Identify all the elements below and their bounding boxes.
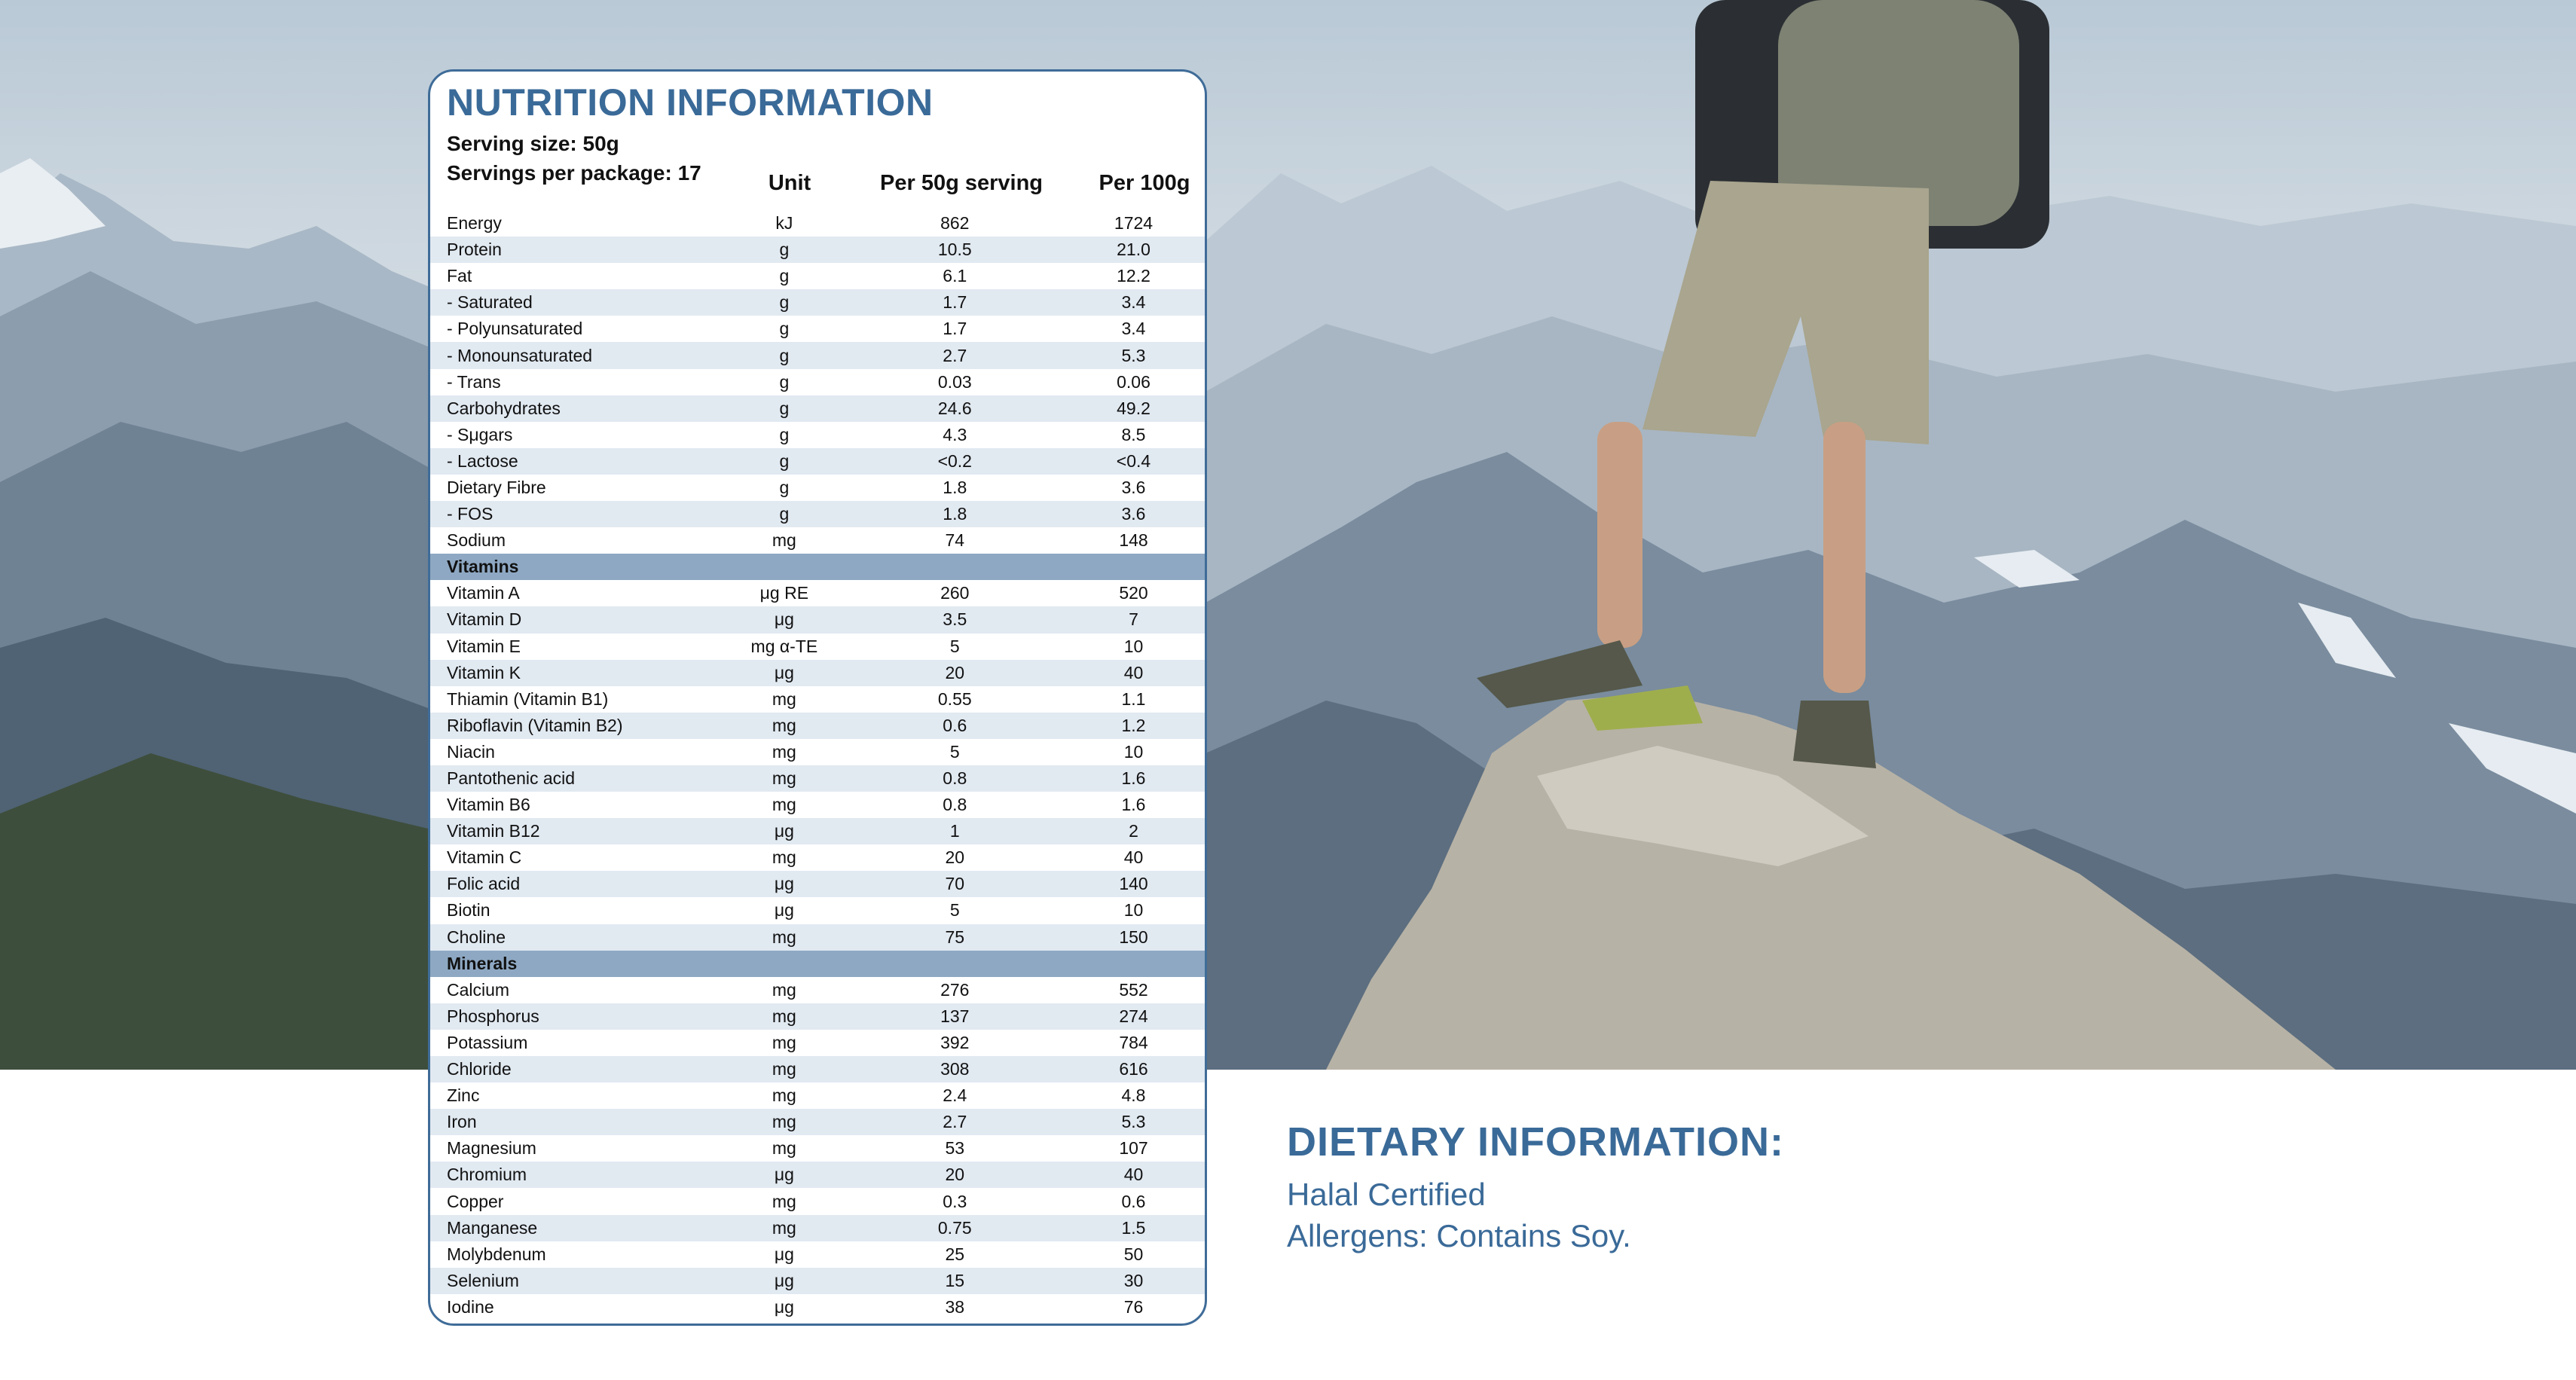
value-per-100g: 616 <box>1119 1059 1148 1079</box>
nutrient-name: Calcium <box>447 979 510 1000</box>
nutrient-name: Thiamin (Vitamin B1) <box>447 688 609 709</box>
value-per-serving: 0.03 <box>937 371 972 392</box>
nutrient-unit: μg <box>774 662 794 682</box>
value-per-100g: 784 <box>1119 1032 1148 1052</box>
value-per-100g: 5.3 <box>1121 1112 1146 1132</box>
value-per-serving: 75 <box>945 927 965 947</box>
value-per-serving: 6.1 <box>943 266 967 286</box>
nutrient-name: Phosphorus <box>447 1006 539 1026</box>
value-per-serving: 2.7 <box>943 345 967 365</box>
value-per-serving: 4.3 <box>943 424 967 444</box>
value-per-100g: 40 <box>1123 662 1144 682</box>
nutrient-unit: mg α-TE <box>750 636 818 656</box>
value-per-serving: 276 <box>940 979 970 1000</box>
nutrient-name: Folic acid <box>447 874 521 894</box>
nutrient-name: Molybdenum <box>447 1244 546 1264</box>
table-row <box>430 448 1205 475</box>
table-row <box>430 1241 1205 1268</box>
nutrient-name: Protein <box>447 240 502 260</box>
nutrition-table <box>430 210 1205 1320</box>
value-per-serving: 1.7 <box>943 292 967 313</box>
nutrient-unit: g <box>779 240 790 260</box>
value-per-100g: 10 <box>1123 636 1144 656</box>
nutrient-unit: mg <box>772 1085 796 1106</box>
nutrient-unit: μg <box>774 821 794 841</box>
nutrient-unit: mg <box>772 768 796 789</box>
value-per-serving: 308 <box>940 1059 970 1079</box>
section-header <box>430 554 1205 580</box>
value-per-serving: 5 <box>949 900 960 921</box>
table-row <box>430 1268 1205 1294</box>
value-per-serving: 1.8 <box>943 477 967 497</box>
value-per-serving: 25 <box>945 1244 965 1264</box>
nutrient-name: Vitamin K <box>447 662 521 682</box>
value-per-serving: 0.55 <box>937 688 972 709</box>
nutrient-name: Selenium <box>447 1270 519 1290</box>
nutrient-unit: mg <box>772 741 796 762</box>
table-row <box>430 395 1205 422</box>
nutrition-title: NUTRITION INFORMATION <box>447 81 934 124</box>
table-row <box>430 765 1205 792</box>
value-per-100g: 150 <box>1119 927 1148 947</box>
value-per-serving: 0.75 <box>937 1217 972 1238</box>
nutrient-name: Carbohydrates <box>447 398 561 418</box>
value-per-serving: 260 <box>940 583 970 603</box>
nutrient-name: Vitamin B12 <box>447 821 540 841</box>
table-row <box>430 924 1205 951</box>
nutrient-name: Zinc <box>447 1085 480 1106</box>
value-per-100g: 2 <box>1129 821 1138 841</box>
table-row <box>430 634 1205 660</box>
value-per-serving: <0.2 <box>937 450 972 471</box>
nutrient-name: Iodine <box>447 1296 494 1317</box>
value-per-100g: 49.2 <box>1117 398 1150 418</box>
value-per-serving: 20 <box>945 1165 965 1185</box>
nutrient-name: Biotin <box>447 900 490 921</box>
value-per-serving: 862 <box>940 213 970 234</box>
table-row <box>430 1135 1205 1162</box>
nutrient-name: - Trans <box>447 371 501 392</box>
nutrient-unit: g <box>779 345 790 365</box>
nutrient-name: - Saturated <box>447 292 533 313</box>
value-per-100g: 107 <box>1119 1138 1148 1159</box>
table-row <box>430 1109 1205 1135</box>
nutrient-name: Fat <box>447 266 472 286</box>
nutrient-name: Vitamin E <box>447 636 521 656</box>
nutrient-unit: μg <box>774 874 794 894</box>
table-row <box>430 739 1205 765</box>
value-per-serving: 5 <box>949 741 960 762</box>
nutrient-name: Pantothenic acid <box>447 768 576 789</box>
nutrient-unit: mg <box>772 688 796 709</box>
nutrient-unit: g <box>779 371 790 392</box>
value-per-serving: 70 <box>945 874 965 894</box>
nutrient-unit: μg <box>774 900 794 921</box>
value-per-100g: 3.4 <box>1121 292 1146 313</box>
value-per-100g: 140 <box>1119 874 1148 894</box>
table-row <box>430 316 1205 342</box>
nutrient-name: Chromium <box>447 1165 527 1185</box>
nutrient-name: - Lactose <box>447 450 518 471</box>
table-row <box>430 1294 1205 1320</box>
nutrient-unit: μg <box>774 609 794 630</box>
nutrient-name: Minerals <box>447 953 518 973</box>
nutrient-name: Vitamins <box>447 557 519 577</box>
nutrient-unit: mg <box>772 1112 796 1132</box>
nutrient-unit: μg <box>774 1296 794 1317</box>
value-per-serving: 2.7 <box>943 1112 967 1132</box>
nutrient-unit: g <box>779 424 790 444</box>
table-row <box>430 686 1205 713</box>
nutrient-name: Iron <box>447 1112 477 1132</box>
dietary-halal: Halal Certified <box>1287 1177 1486 1212</box>
nutrient-unit: mg <box>772 1006 796 1026</box>
nutrient-unit: g <box>779 319 790 339</box>
value-per-100g: 21.0 <box>1117 240 1150 260</box>
nutrient-unit: mg <box>772 715 796 735</box>
table-row <box>430 369 1205 395</box>
nutrient-unit: g <box>779 266 790 286</box>
nutrient-name: Sodium <box>447 530 506 551</box>
value-per-100g: 520 <box>1119 583 1148 603</box>
value-per-100g: 3.4 <box>1121 319 1146 339</box>
table-row <box>430 289 1205 316</box>
nutrient-unit: mg <box>772 1059 796 1079</box>
value-per-100g: 10 <box>1123 900 1144 921</box>
servings-per-package: Servings per package: 17 <box>447 161 701 185</box>
value-per-serving: 137 <box>940 1006 970 1026</box>
value-per-serving: 2.4 <box>943 1085 967 1106</box>
value-per-100g: 5.3 <box>1121 345 1146 365</box>
nutrient-unit: g <box>779 398 790 418</box>
dietary-title: DIETARY INFORMATION: <box>1287 1119 1784 1165</box>
value-per-100g: 50 <box>1123 1244 1144 1264</box>
nutrient-name: Energy <box>447 213 502 234</box>
table-row <box>430 1215 1205 1241</box>
nutrient-unit: mg <box>772 979 796 1000</box>
value-per-100g: 1.2 <box>1121 715 1146 735</box>
nutrient-name: Vitamin B6 <box>447 795 530 815</box>
value-per-100g: 0.6 <box>1121 1191 1146 1211</box>
value-per-serving: 1 <box>949 821 960 841</box>
table-row <box>430 713 1205 739</box>
table-row <box>430 871 1205 897</box>
nutrient-name: Copper <box>447 1191 504 1211</box>
table-row <box>430 818 1205 844</box>
table-row <box>430 792 1205 818</box>
nutrient-name: Vitamin A <box>447 583 520 603</box>
value-per-serving: 10.5 <box>937 240 972 260</box>
serving-size: Serving size: 50g <box>447 132 619 155</box>
table-row <box>430 1056 1205 1082</box>
value-per-100g: 4.8 <box>1121 1085 1146 1106</box>
nutrient-name: - Sμgars <box>447 424 513 444</box>
value-per-100g: 0.06 <box>1117 371 1150 392</box>
nutrient-name: Choline <box>447 927 506 947</box>
value-per-serving: 24.6 <box>937 398 972 418</box>
nutrient-name: Niacin <box>447 741 495 762</box>
value-per-100g: 12.2 <box>1117 266 1150 286</box>
table-row <box>430 342 1205 368</box>
value-per-100g: 3.6 <box>1121 504 1146 524</box>
value-per-serving: 392 <box>940 1032 970 1052</box>
value-per-100g: <0.4 <box>1116 450 1151 471</box>
value-per-serving: 20 <box>945 662 965 682</box>
table-row <box>430 977 1205 1003</box>
value-per-serving: 20 <box>945 847 965 868</box>
value-per-100g: 40 <box>1123 1165 1144 1185</box>
column-header-unit: Unit <box>768 171 811 195</box>
nutrient-name: - FOS <box>447 504 494 524</box>
value-per-serving: 53 <box>945 1138 965 1159</box>
value-per-100g: 1.1 <box>1121 688 1146 709</box>
nutrient-unit: g <box>779 477 790 497</box>
value-per-100g: 148 <box>1119 530 1148 551</box>
table-row <box>430 1188 1205 1214</box>
value-per-100g: 7 <box>1129 609 1138 630</box>
table-row <box>430 422 1205 448</box>
nutrient-unit: mg <box>772 847 796 868</box>
table-row <box>430 580 1205 606</box>
value-per-serving: 0.6 <box>943 715 967 735</box>
table-row <box>430 237 1205 263</box>
nutrient-name: Vitamin C <box>447 847 522 868</box>
nutrient-unit: μg <box>774 1270 794 1290</box>
value-per-serving: 38 <box>945 1296 965 1317</box>
table-row <box>430 1003 1205 1030</box>
nutrient-unit: mg <box>772 530 796 551</box>
table-row <box>430 844 1205 871</box>
table-row <box>430 527 1205 554</box>
nutrient-unit: kJ <box>775 213 793 234</box>
nutrient-name: Potassium <box>447 1032 528 1052</box>
value-per-100g: 1.5 <box>1121 1217 1146 1238</box>
nutrient-unit: μg RE <box>759 583 809 603</box>
value-per-100g: 10 <box>1123 741 1144 762</box>
table-row <box>430 1030 1205 1056</box>
nutrient-name: - Monounsaturated <box>447 345 593 365</box>
table-row <box>430 501 1205 527</box>
value-per-100g: 274 <box>1119 1006 1148 1026</box>
nutrient-name: Chloride <box>447 1059 512 1079</box>
value-per-100g: 3.6 <box>1121 477 1146 497</box>
value-per-100g: 552 <box>1119 979 1148 1000</box>
nutrient-name: Vitamin D <box>447 609 522 630</box>
value-per-serving: 1.8 <box>943 504 967 524</box>
section-header <box>430 951 1205 977</box>
value-per-serving: 15 <box>945 1270 965 1290</box>
value-per-serving: 3.5 <box>943 609 967 630</box>
nutrient-unit: mg <box>772 795 796 815</box>
value-per-serving: 5 <box>949 636 960 656</box>
nutrient-unit: mg <box>772 1217 796 1238</box>
nutrient-unit: mg <box>772 927 796 947</box>
table-row <box>430 210 1205 237</box>
value-per-100g: 76 <box>1123 1296 1144 1317</box>
nutrient-unit: μg <box>774 1165 794 1185</box>
value-per-100g: 40 <box>1123 847 1144 868</box>
column-header-per-100g: Per 100g <box>1099 171 1190 195</box>
value-per-serving: 74 <box>945 530 965 551</box>
nutrition-panel <box>428 69 1207 1326</box>
nutrient-unit: mg <box>772 1032 796 1052</box>
nutrient-name: Dietary Fibre <box>447 477 546 497</box>
dietary-allergens: Allergens: Contains Soy. <box>1287 1218 1631 1253</box>
table-row <box>430 660 1205 686</box>
value-per-serving: 1.7 <box>943 319 967 339</box>
table-row <box>430 475 1205 501</box>
column-header-per-serving: Per 50g serving <box>880 171 1043 195</box>
table-row <box>430 897 1205 924</box>
value-per-100g: 30 <box>1123 1270 1144 1290</box>
table-row <box>430 1162 1205 1188</box>
table-row <box>430 606 1205 633</box>
nutrient-unit: mg <box>772 1191 796 1211</box>
value-per-serving: 0.8 <box>943 795 967 815</box>
nutrient-unit: g <box>779 504 790 524</box>
nutrient-name: Magnesium <box>447 1138 536 1159</box>
nutrient-name: Riboflavin (Vitamin B2) <box>447 715 623 735</box>
value-per-100g: 1.6 <box>1121 768 1146 789</box>
value-per-100g: 1724 <box>1114 213 1154 234</box>
table-row <box>430 263 1205 289</box>
nutrient-unit: g <box>779 292 790 313</box>
nutrient-unit: mg <box>772 1138 796 1159</box>
value-per-serving: 0.8 <box>943 768 967 789</box>
value-per-100g: 8.5 <box>1121 424 1146 444</box>
nutrient-unit: g <box>779 450 790 471</box>
nutrient-name: - Polyunsaturated <box>447 319 583 339</box>
value-per-100g: 1.6 <box>1121 795 1146 815</box>
nutrient-name: Manganese <box>447 1217 538 1238</box>
nutrient-unit: μg <box>774 1244 794 1264</box>
value-per-serving: 0.3 <box>943 1191 967 1211</box>
table-row <box>430 1082 1205 1109</box>
